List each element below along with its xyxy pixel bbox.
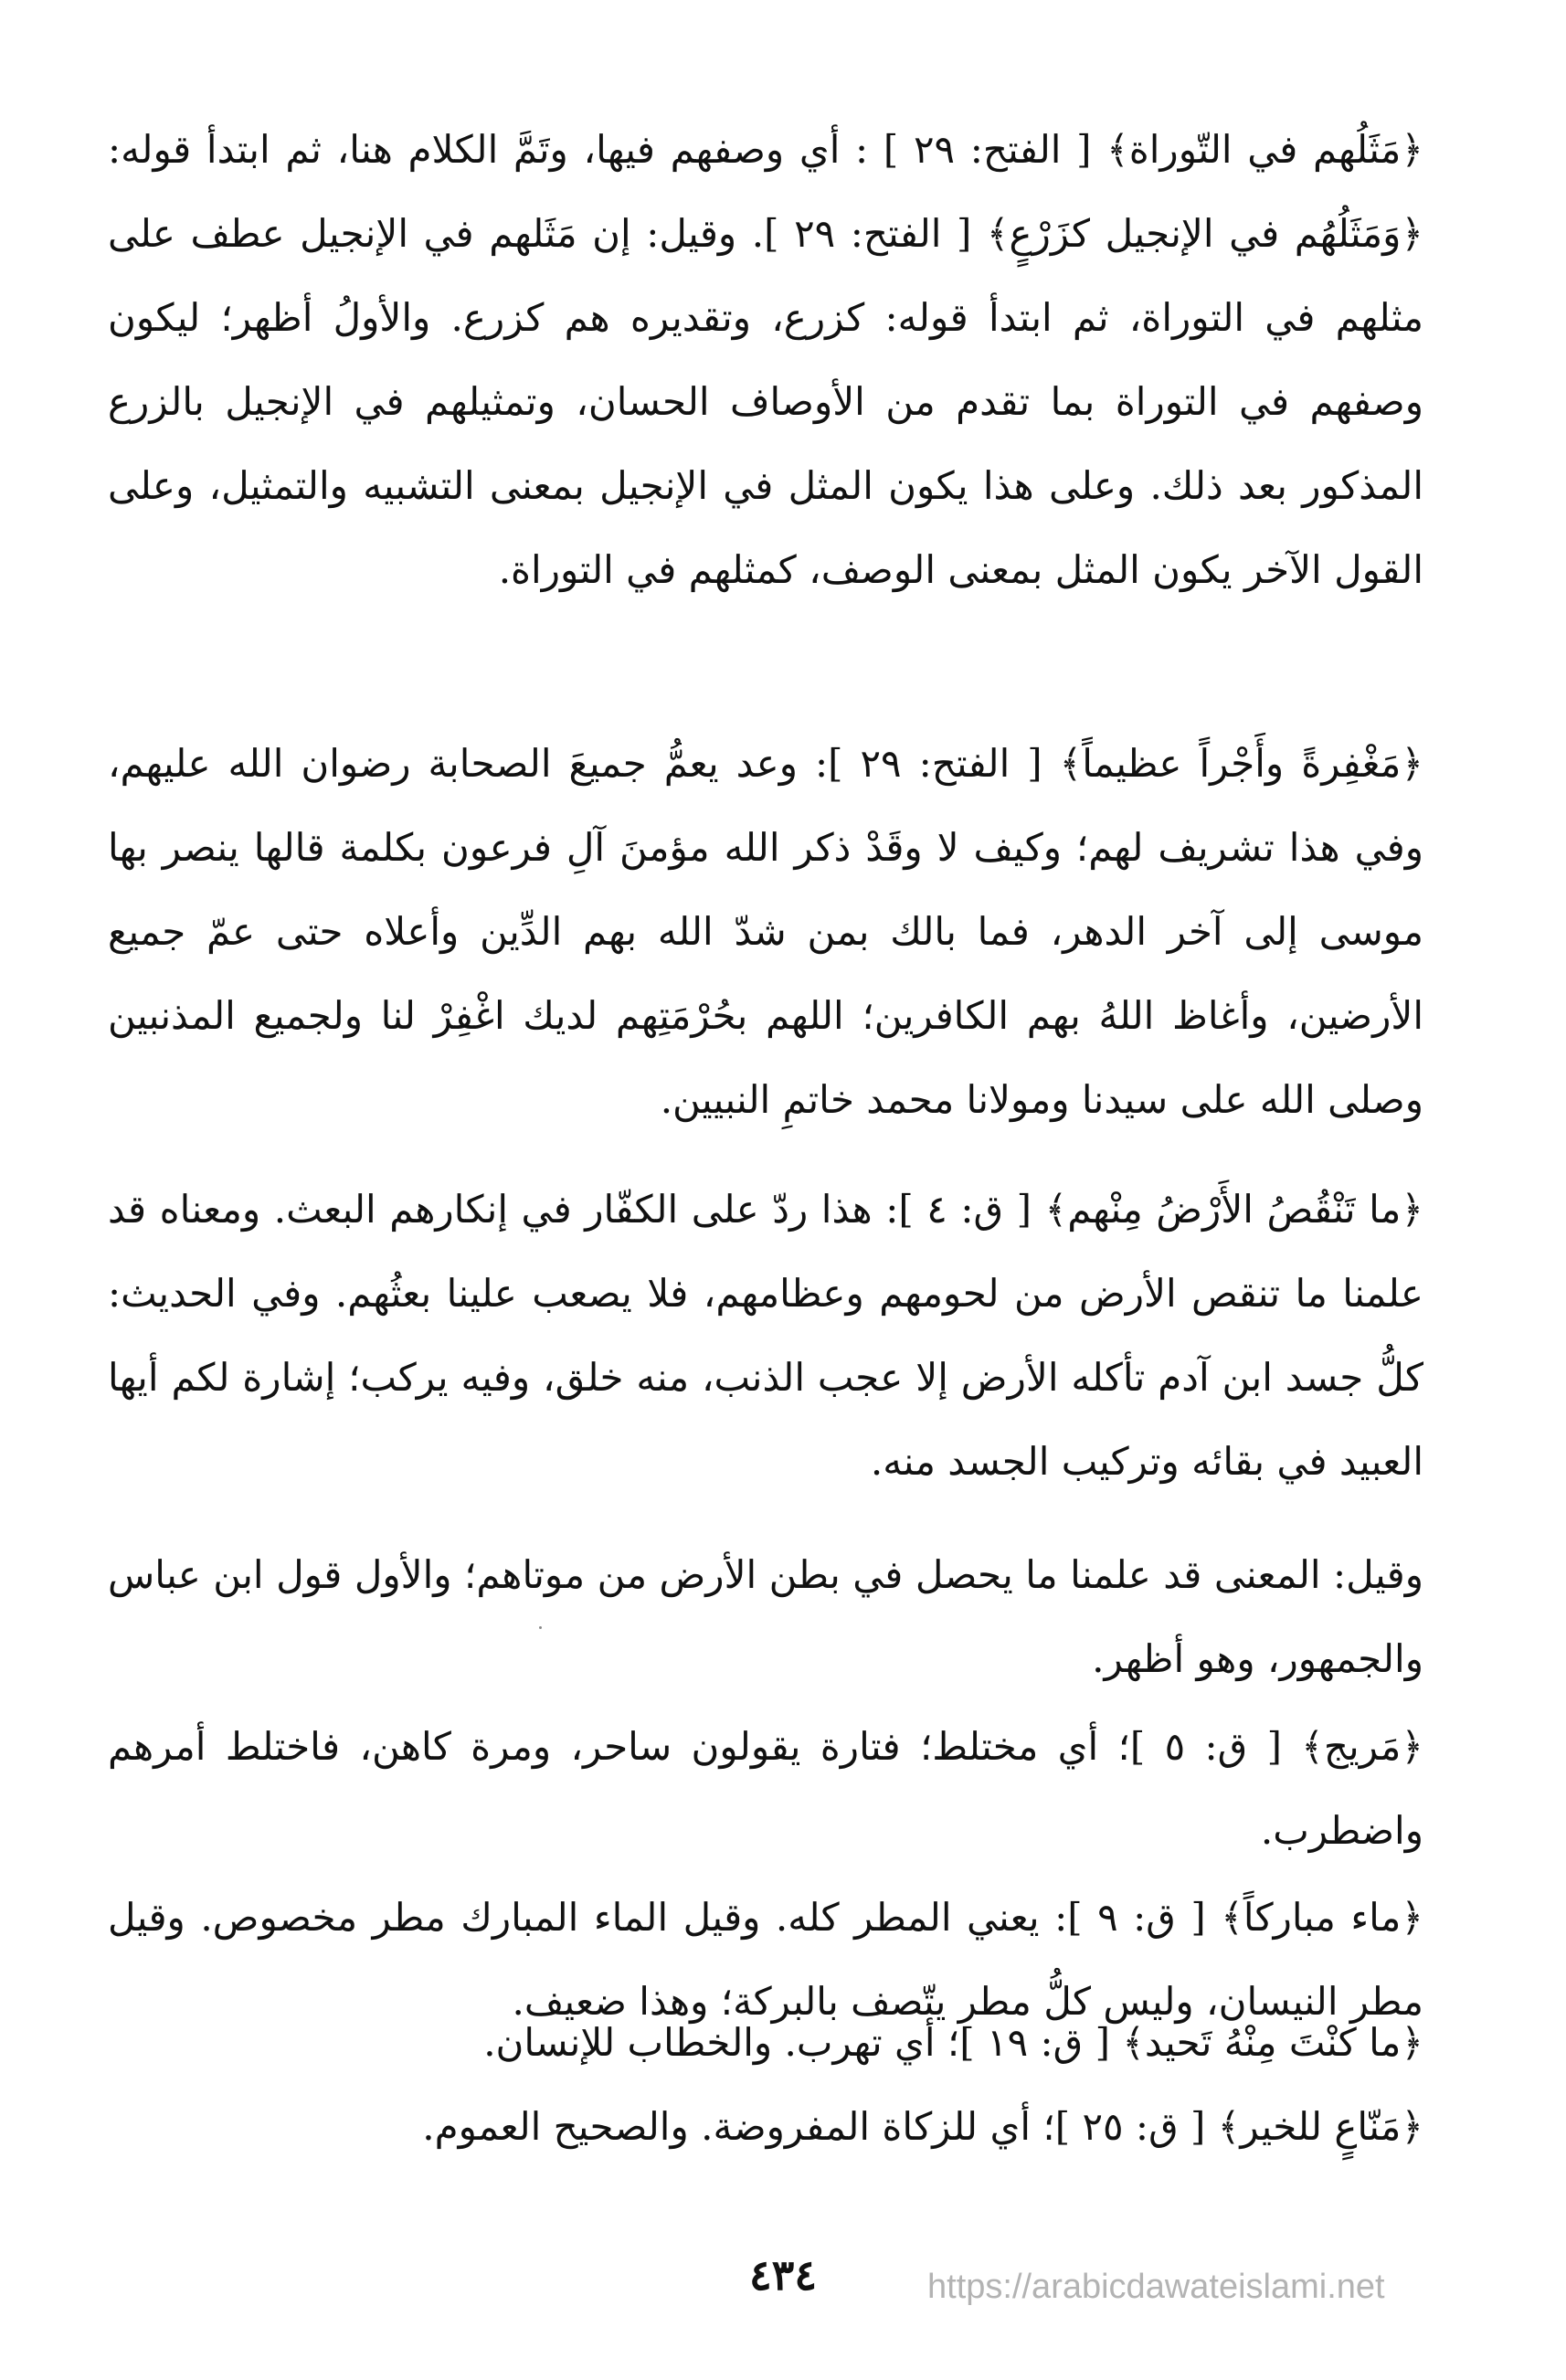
paragraph-text: ﴿مَنّاعٍ للخير﴾ [ ق: ٢٥ ]؛ أي للزكاة المفروضة. والصحيح العموم. <box>422 2104 1423 2149</box>
paragraph-tahid <box>108 2004 1423 2081</box>
paragraph-text: ﴿ما تَنْقُصُ الأَرْضُ مِنْهم﴾ [ ق: ٤ ]: هذا ردّ على الكفّار في إنكارهم البعث. ومعناه قد علمنا ما تنقص الأرض من لحومهم وعظامهم، فلا يصعب علينا بعثُهم. وفي الحديث: كلُّ جسد ابن آدم تأكله الأرض إلا عجب الذنب، منه خلق، وفيه يركب؛ إشارة لكم أيها العبيد في بقائه وتركيب الجسد منه. <box>108 1187 1423 1484</box>
paragraph-text: ﴿ماء مباركاً﴾ [ ق: ٩ ]: يعني المطر كله. وقيل الماء المبارك مطر مخصوص. وقيل مطر النيسان، وليس كلُّ مطر يتّصف بالبركة؛ وهذا ضعيف. <box>108 1895 1423 2024</box>
scan-speck <box>539 1626 542 1629</box>
watermark-url: https://arabicdawateislami.net <box>927 2268 1385 2306</box>
paragraph-text: ﴿مَغْفِرةً وأَجْراً عظيماً﴾ [ الفتح: ٢٩ ]: وعد يعمُّ جميعَ الصحابة رضوان الله عليهم، وفي هذا تشريف لهم؛ وكيف لا وقَدْ ذكر الله مؤمنَ آلِ فرعون بكلمة قالها ينصر بها موسى إلى آخر الدهر، فما بالك بمن شدّ الله بهم الدِّين وأعلاه حتى عمّ جميع الأرضين، وأغاظ اللهُ بهم الكافرين؛ اللهم بحُرْمَتِهم لديك اغْفِرْ لنا ولجميع المذنبين وصلى الله على سيدنا ومولانا محمد خاتمِ النبيين. <box>108 741 1423 1122</box>
paragraph-text: وقيل: المعنى قد علمنا ما يحصل في بطن الأرض من موتاهم؛ والأول قول ابن عباس والجمهور، وهو أظهر. <box>108 1552 1423 1681</box>
paragraph-wa-qil <box>108 1533 1423 1701</box>
paragraph-marij <box>108 1705 1423 1873</box>
paragraph-maghfirah <box>108 722 1423 1142</box>
paragraph-text: ﴿ما كنْتَ مِنْهُ تَحيد﴾ [ ق: ١٩ ]؛ أي تهرب. والخطاب للإنسان. <box>483 2020 1423 2065</box>
paragraph-text: ﴿مَثَلُهم في التّوراة﴾ [ الفتح: ٢٩ ] : أي وصفهم فيها، وتَمَّ الكلام هنا، ثم ابتدأ قوله: ﴿وَمَثَلُهُم في الإنجيل كزَرْعٍ﴾ [ الفتح: ٢٩ ]. وقيل: إن مَثَلهم في الإنجيل عطف على مثلهم في التوراة، ثم ابتدأ قوله: كزرع، وتقديره هم كزرع. والأولُ أظهر؛ ليكون وصفهم في التوراة بما تقدم من الأوصاف الحسان، وتمثيلهم في الإنجيل بالزرع المذكور بعد ذلك. وعلى هذا يكون المثل في الإنجيل بمعنى التشبيه والتمثيل، وعلى القول الآخر يكون المثل بمعنى الوصف، كمثلهم في التوراة. <box>108 127 1423 592</box>
page-number: ٤٣٤ <box>748 2250 818 2300</box>
paragraph-text: ﴿مَريج﴾ [ ق: ٥ ]؛ أي مختلط؛ فتارة يقولون ساحر، ومرة كاهن، فاختلط أمرهم واضطرب. <box>108 1724 1423 1853</box>
paragraph-ma-tanqus <box>108 1168 1423 1504</box>
paragraph-mannaa <box>108 2089 1423 2165</box>
paragraph-mathaluhum <box>108 108 1423 612</box>
